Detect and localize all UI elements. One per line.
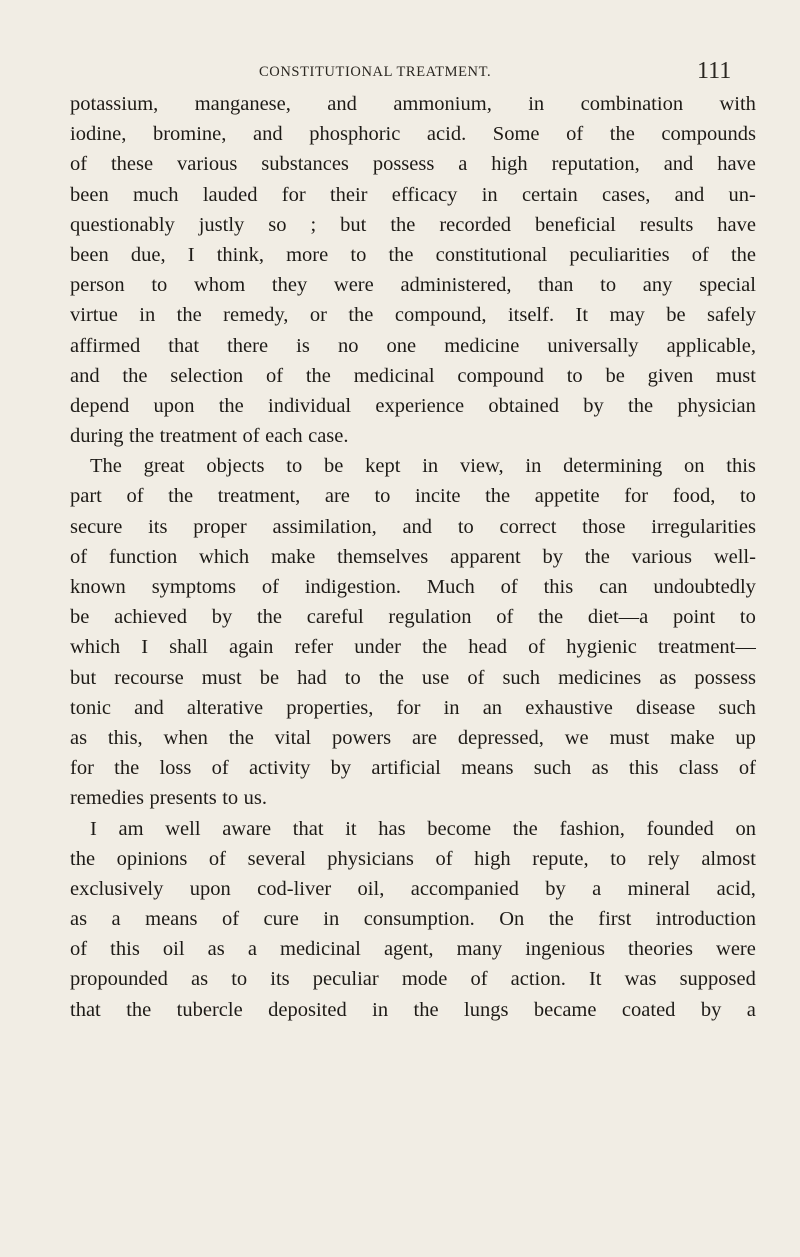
text-line: of these various substances possess a high reputation, and have xyxy=(70,153,756,176)
text-line: exclusively upon cod-liver oil, accompanied by a mineral acid, xyxy=(70,877,756,900)
text-line: iodine, bromine, and phosphoric acid. Some of the compounds xyxy=(70,123,756,146)
text-line: that the tubercle deposited in the lungs became coated by a xyxy=(70,998,756,1021)
text-line: be achieved by the careful regulation of the diet—a point to xyxy=(70,606,756,629)
text-line: of this oil as a medicinal agent, many ingenious theories were xyxy=(70,938,756,961)
running-head xyxy=(0,60,800,90)
text-line: propounded as to its peculiar mode of action. It was supposed xyxy=(70,968,756,991)
text-line: and the selection of the medicinal compound to be given must xyxy=(70,364,756,387)
text-line: which I shall again refer under the head of hygienic treatment— xyxy=(70,636,756,659)
text-line: questionably justly so ; but the recorded beneficial results have xyxy=(70,213,756,236)
page-number: 111 xyxy=(697,58,732,84)
text-line: part of the treatment, are to incite the appetite for food, to xyxy=(70,485,756,508)
text-line: depend upon the individual experience obtained by the physician xyxy=(70,394,756,417)
text-line: I am well aware that it has become the fashion, founded on xyxy=(90,817,756,840)
text-line: known symptoms of indigestion. Much of this can undoubtedly xyxy=(70,576,756,598)
text-line: remedies presents to us. xyxy=(70,787,267,810)
text-line: virtue in the remedy, or the compound, itself. It may be safely xyxy=(70,304,756,327)
text-line: during the treatment of each case. xyxy=(70,425,349,448)
text-line: for the loss of activity by artificial means such as this class of xyxy=(70,757,756,780)
text-line: tonic and alterative properties, for in an exhaustive disease such xyxy=(70,696,756,719)
text-line: been due, I think, more to the constitutional peculiarities of the xyxy=(70,243,756,266)
text-line: potassium, manganese, and ammonium, in combination with xyxy=(70,93,756,115)
text-line: but recourse must be had to the use of such medicines as possess xyxy=(70,666,756,689)
text-line: been much lauded for their efficacy in certain cases, and un- xyxy=(70,183,756,206)
text-line: secure its proper assimilation, and to correct those irregularities xyxy=(70,515,756,538)
body-text xyxy=(70,89,756,1025)
text-line: The great objects to be kept in view, in determining on this xyxy=(90,455,756,478)
text-line: affirmed that there is no one medicine universally applicable, xyxy=(70,334,756,357)
running-title: CONSTITUTIONAL TREATMENT. xyxy=(259,64,492,80)
text-line: as this, when the vital powers are depressed, we must make up xyxy=(70,726,756,749)
text-line: the opinions of several physicians of high repute, to rely almost xyxy=(70,847,756,870)
text-line: as a means of cure in consumption. On the first introduction xyxy=(70,908,756,931)
text-line: of function which make themselves apparent by the various well- xyxy=(70,545,756,568)
text-line: person to whom they were administered, than to any special xyxy=(70,274,756,297)
